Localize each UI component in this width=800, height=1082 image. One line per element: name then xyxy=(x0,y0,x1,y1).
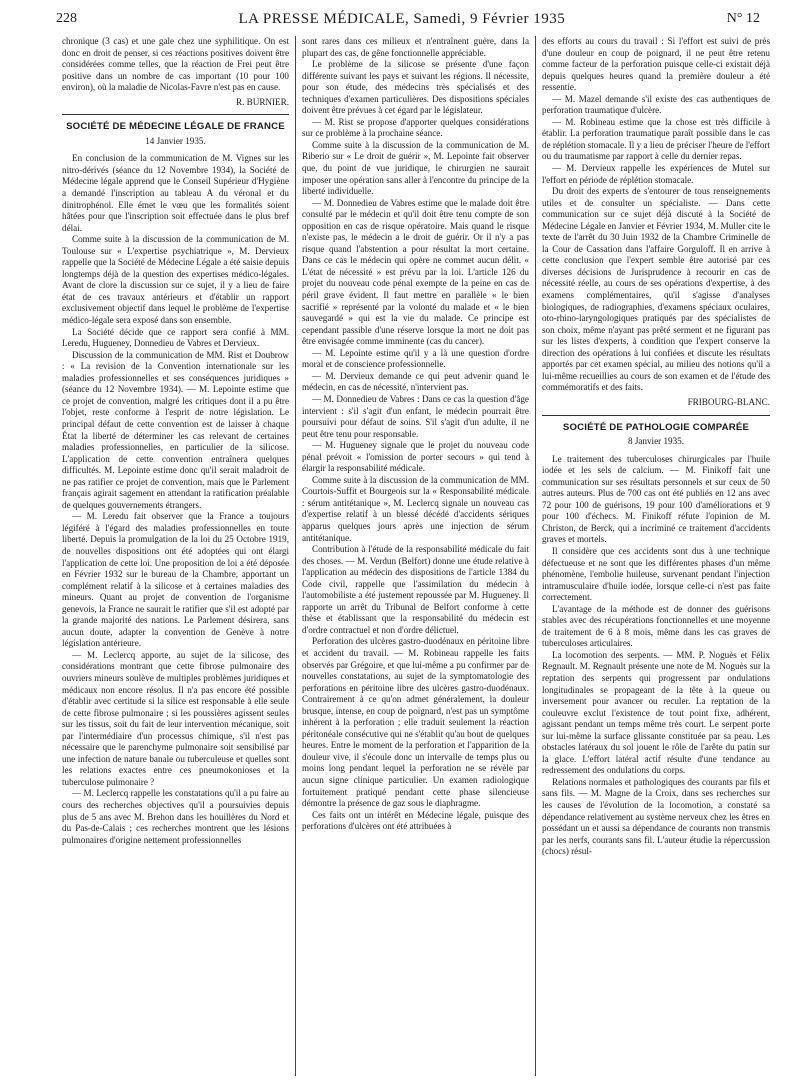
paragraph: Du droit des experts de s'entourer de tous renseignements utiles et de consulter un spécialiste. — Dans cette communication sur ce sujet déjà discuté à la Société de Médecine Légale en Janvier et Février 1934, M. Muller cite le texte de l'arrêt du 30 Juin 1932 de la Chambre Criminelle de la Cour de Cassation dans l'affaire Gorguloff. Il en arrive à cette conclusion que l'expert semble être autorisé par ces diverses décisions de Jurisprudence à recourir en cas de nécessité réelle, au cours de ses opérations d'expertise, à des examens complémentaires, qu'il s'agisse d'analyses biologiques, de radiographies, d'examens spéciaux oculaires, oto-rhino-laryngologiques pratiqués par des spécialistes de son choix, même n'ayant pas prêté serment et ne figurant pas sur les listes d'experts, à condition que l'expert conserve la direction des opérations à lui confiées et discute les résultats apportés par cet examen spécial, au milieu des notions qu'il a lui-même recueillies au cours de son examen et de l'étude des commémoratifs et des faits. xyxy=(542,186,770,393)
paragraph: Ces faits ont un intérêt en Médecine légale, puisque des perforations d'ulcères ont été attribuées à xyxy=(302,809,529,832)
column-2 xyxy=(296,36,536,1076)
session-date: 8 Janvier 1935. xyxy=(627,436,684,447)
session-date: 14 Janvier 1935. xyxy=(145,135,206,146)
issue-number: N° 12 xyxy=(726,11,760,26)
paragraph: — M. Leclercq rappelle les constatations qu'il a pu faire au cours des recherches objectives qu'il a poursuivies depuis plus de 5 ans avec M. Brehon dans les houillères du Nord et du Pas-de-Calais ; ces recherches montrent que les lésions pulmonaires d'origine nettement professionnelles xyxy=(62,788,289,845)
paragraph: sont rares dans ces milieux et n'entraînent guère, dans la plupart des cas, de gêne fonctionnelle appréciable. xyxy=(302,36,529,58)
paragraph: — M. Dervieux rappelle les expériences de Mutel sur l'effort en période de réplétion stomacale. xyxy=(542,163,770,185)
paragraph: Le traitement des tuberculoses chirurgicales par l'huile iodée et les sels de calcium. — M. Finikoff fait une communication sur ses résultats personnels et sur ceux de 50 autres auteurs. Plus de 700 cas ont été publiés en 12 ans avec 72 pour 100 de guérisons, 19 pour 100 d'améliorations et 9 pour 100 d'échecs. M. Finikoff réfute l'opinion de M. Christon, de Berck, qui a incriminé ce traitement d'accidents graves et mortels. xyxy=(542,453,770,545)
paragraph: Il considère que ces accidents sont dus à une technique défectueuse et ne sont que les différentes phases d'un même phénomène, l'embolie huileuse, survenant pendant l'injection intramusculaire d'huile iodée, lorsque celle-ci n'est pas faite correctement. xyxy=(542,545,770,603)
paragraph: Contribution à l'étude de la responsabilité médicale du fait des choses. — M. Verdun (Belfort) donne une étude relative à l'application au médecin des dispositions de l'article 1384 du Code civil, rappelle que l'assimilation du médecin à l'automobiliste a été justement repoussée par M. Hugueney. Il rapporte un arrêt du Tribunal de Belfort conforme à cette thèse et établissant que la responsabilité du médecin est d'ordre contractuel et non d'ordre délictuel. xyxy=(302,544,529,635)
paragraph: des efforts au cours du travail : Si l'effort est suivi de près d'une douleur en coup de poignard, il ne peut être retenu comme facteur de la perforation puisque celle-ci existait déjà depuis quelques heures quand la première douleur a été ressentie. xyxy=(542,36,770,93)
paragraph: chronique (3 cas) et une gale chez une syphilitique. On est donc en droit de penser, si ces réactions positives doivent être considérées comme telles, que la réaction de Frei peut être positive dans un nombre de cas important (10 pour 100 environ), où la maladie de Nicolas-Favre n'est pas en cause. xyxy=(62,36,289,93)
paragraph: Relations normales et pathologiques des courants par fils et sans fils. — M. Magne de la Croix, dans ses recherches sur les causes de l'évolution de la locomotion, a constaté sa dépendance relativement au système nerveux chez les êtres en possédant un et aussi sa dépendance de courants non transmis par les nerfs, courants sans fil. L'auteur étudie la répercussion (chocs) résul- xyxy=(542,776,770,857)
column-1 xyxy=(56,36,296,1076)
paragraph: Le problème de la silicose se présente d'une façon différente suivant les pays et suivant les régions. Il nécessite, pour son étude, des médecins très spécialisés et des techniques d'examen particulières. Des dispositions spéciales doivent être prévues à cet égard par le législateur. xyxy=(302,59,529,116)
paragraph: Perforation des ulcères gastro-duodénaux en péritoine libre et accident du travail. — M. Robineau rappelle les faits observés par Grégoire, et que lui-même a pu confirmer par de nouvelles constatations, au sujet de la symptomatologie des perforations en péritoine libre des ulcères gastro-duodénaux. Contrairement à ce qu'on admet généralement, la douleur brusque, intense, en coup de poignard, n'est pas un symptôme inhérent à la perforation ; elle traduit seulement la réaction péritonéale consécutive qui ne s'établit qu'au bout de quelques heures. Entre le moment de la perforation et l'apparition de la douleur vive, il s'écoule donc un intervalle de temps plus ou moins long pendant lequel la perforation ne se révèle par aucun signe clinique particulier. Un examen radiologique fortuitement pratiqué pendant cette phase silencieuse démontre la présence de gaz sous le diaphragme. xyxy=(302,636,529,809)
paragraph: — M. Dervieux demande ce qui peut advenir quand le médecin, en cas de nécessité, n'intervient pas. xyxy=(302,370,529,393)
signature: FRIBOURG-BLANC. xyxy=(687,396,770,407)
paragraph: — M. Donnedieu de Vabres estime que le malade doit être consulté par le médecin et qu'il doit être tenu compte de son opposition en cas de risque opératoire. Mais quand le risque n'existe pas, le médecin a le droit de guérir. Or il n'y a pas risque quand l'abstention a pour résultat la mort certaine. Dans ce cas le médecin qui opère ne commet aucun délit. « L'état de nécessité » est prévu par la loi. L'article 126 du projet du nouveau code pénal exempte de la peine en cas de péril grave évident. Il faut mettre en parallèle « le bien sacrifié » représenté par la volonté du malade et « le bien sauvegardé » qui est la vie du malade. Ce principe est cependant passible d'une réserve lorsque la mort ne doit pas être envisagée comme imminente (cas du cancer). xyxy=(302,197,529,347)
paragraph: La locomotion des serpents. — MM. P. Noguès et Félix Regnault. M. Regnault présente une note de M. Noguès sur la reptation des serpents qui progressent par ondulations longitudinales se propageant de la tête à la queue ou inversement pour avancer ou reculer. La reptation de la couleuvre exclut l'existence de tout point fixe, adhérent, agissant pendant un temps même très court. Le serpent porte sur lui-même la surface glissante constituée par sa peau. Les obstacles latéraux du sol jouent le rôle de l'arête du patin sur la glace. L'effort latéral actif résulte d'une tendance au redressement des ondulations du corps. xyxy=(542,649,770,776)
paragraph: — M. Lepointe estime qu'il y a là une question d'ordre moral et de conscience professionnelle. xyxy=(302,347,529,370)
signature: R. BURNIER. xyxy=(236,96,289,107)
journal-title: LA PRESSE MÉDICALE, Samedi, 9 Février 1935 xyxy=(238,10,566,27)
paragraph: — M. Donnedieu de Vabres : Dans ce cas la question d'âge intervient : s'il s'agit d'un enfant, le médecin pourrait être poursuivi pour défaut de soins. S'il s'agit d'un adulte, il ne peut être tenu pour responsable. xyxy=(302,393,529,439)
paragraph: — M. Leclercq apporte, au sujet de la silicose, des considérations montrant que cette fibrose pulmonaire des ouvriers mineurs soulève de multiples problèmes juridiques et médicaux non encore résolus. Il n'a pas encore été possible d'établir avec certitude si la silice est responsable à elle seule de cette fibrose pulmonaire ; si les poussières agissent seules sur les tissus, soit du fait de leur intervention mécanique, soit par l'intermédiaire d'un processus chimique, s'il n'est pas nécessaire que le parenchyme pulmonaire soit sensibilisé par une infection de nature banale ou tuberculeuse et quelles sont les relations exactes entre ces pneumokonioses et la tuberculose pulmonaire ? xyxy=(62,649,289,787)
page-header xyxy=(56,6,760,32)
paragraph: La Société décide que ce rapport sera confié à MM. Leredu, Hugueney, Donnedieu de Vabres et Dervieux. xyxy=(62,326,289,349)
paragraph: — M. Mazel demande s'il existe des cas authentiques de perforation traumatique d'ulcère. xyxy=(542,93,770,116)
page-number: 228 xyxy=(56,11,77,26)
column-3 xyxy=(536,36,776,1076)
paragraph: Comme suite à la discussion de la communication de M. Riberio sur « Le droit de guérir », M. Lepointe fait observer que, du point de vue juridique, le chirurgien ne saurait imposer une opération sans aller à l'encontre du principe de la liberté individuelle. xyxy=(302,139,529,197)
paragraph: — M. Rist se propose d'apporter quelques considérations sur ce problème à la prochaine séance. xyxy=(302,116,529,139)
text-columns xyxy=(56,36,778,1076)
paragraph: — M. Hugueney signale que le projet du nouveau code pénal prévoit « l'omission de porter secours » qui tend à élargir la responsabilité médicale. xyxy=(302,440,529,474)
section-heading: SOCIÉTÉ DE MÉDECINE LÉGALE DE FRANCE xyxy=(66,121,285,133)
divider xyxy=(542,415,770,416)
paragraph: Comme suite à la discussion de la communication de M. Toulouse sur « L'expertise psychiatrique », M. Dervieux rappelle que la Société de Médecine Légale a été saisie depuis longtemps déjà de la question des expertises médico-légales. Avant de clore la discussion sur ce sujet, il y a lieu de faire état de ces travaux antérieurs et d'établir un rapport exclusivement objectif dans lequel le problème de l'expertise médico-légale sera exposé dans son ensemble. xyxy=(62,234,290,326)
divider xyxy=(62,114,289,115)
paragraph: — M. Robineau estime que la chose est très difficile à établir. La perforation traumatique paraît possible dans le cas de réplétion stomacale. Il y a lieu de préciser l'heure de l'effort ou du traumatisme par rapport à celle du dernier repas. xyxy=(542,116,770,162)
paragraph: L'avantage de la méthode est de donner des guérisons stables avec des récupérations fonctionnelles et une moyenne de traitement de 6 à 8 mois, même dans les cas graves de tuberculoses articulaires. xyxy=(542,603,770,649)
paragraph: En conclusion de la communication de M. Vignes sur les nitro-dérivés (séance du 12 Novembre 1934), la Société de Médecine légale apprend que le Conseil Supérieur d'Hygiène a demandé l'inscription au tableau A du véronal et du dinitrophénol. Elle émet le vœu que les formalités soient hâtées pour que l'inscription soit effectuée dans le plus bref délai. xyxy=(62,153,289,233)
paragraph: — M. Leredu fait observer que la France a toujours légiféré à l'égard des maladies professionnelles en toute liberté. Depuis la promulgation de la loi du 25 Octobre 1919, de nouvelles dispositions ont été adoptées qui ont élargi l'application de cette loi. Une proposition de loi a été déposée en Février 1932 sur le bureau de la Chambre, apportant un complément relatif à la silicose et à certaines maladies des mineurs. Quant au projet de convention de l'organisme genevois, la France ne saurait le ratifier que s'il est adopté par la grande majorité des nations. Le Parlement désirera, sans aucun doute, adapter la convention de Genève à notre législation antérieure. xyxy=(62,511,289,649)
paragraph: Discussion de la communication de MM. Rist et Doubrow : « La revision de la Convention internationale sur les maladies professionnelles et ses conséquences juridiques » (séance du 12 Novembre 1934). — M. Lepointe estime que ce projet de convention, malgré les critiques dont il a pu être l'objet, reste conforme à l'esprit de notre législation. Le principal défaut de cette convention est de laisser à chaque État la liberté de déterminer les cas relevant de certaines maladies professionnelles, en particulier de la silicose. L'application de cette convention entraînera quelques difficultés. M. Lepointe estime donc qu'il serait maladroit de ne pas ratifier ce projet de convention, mais que le Parlement français agirait sagement en attendant la ratification préalable de quelques gouvernements étrangers. xyxy=(62,349,289,510)
section-heading: SOCIÉTÉ DE PATHOLOGIE COMPARÉE xyxy=(562,421,750,433)
paragraph: Comme suite à la discussion de la communication de MM. Courtois-Suffit et Bourgeois sur la « Responsabilité médicale : sérum antitétanique », M. Leclercq signale un nouveau cas d'expertise relatif à un blessé décédé d'accidents sériques apparus quelques jours après une injection de sérum antitétanique. xyxy=(302,474,529,543)
